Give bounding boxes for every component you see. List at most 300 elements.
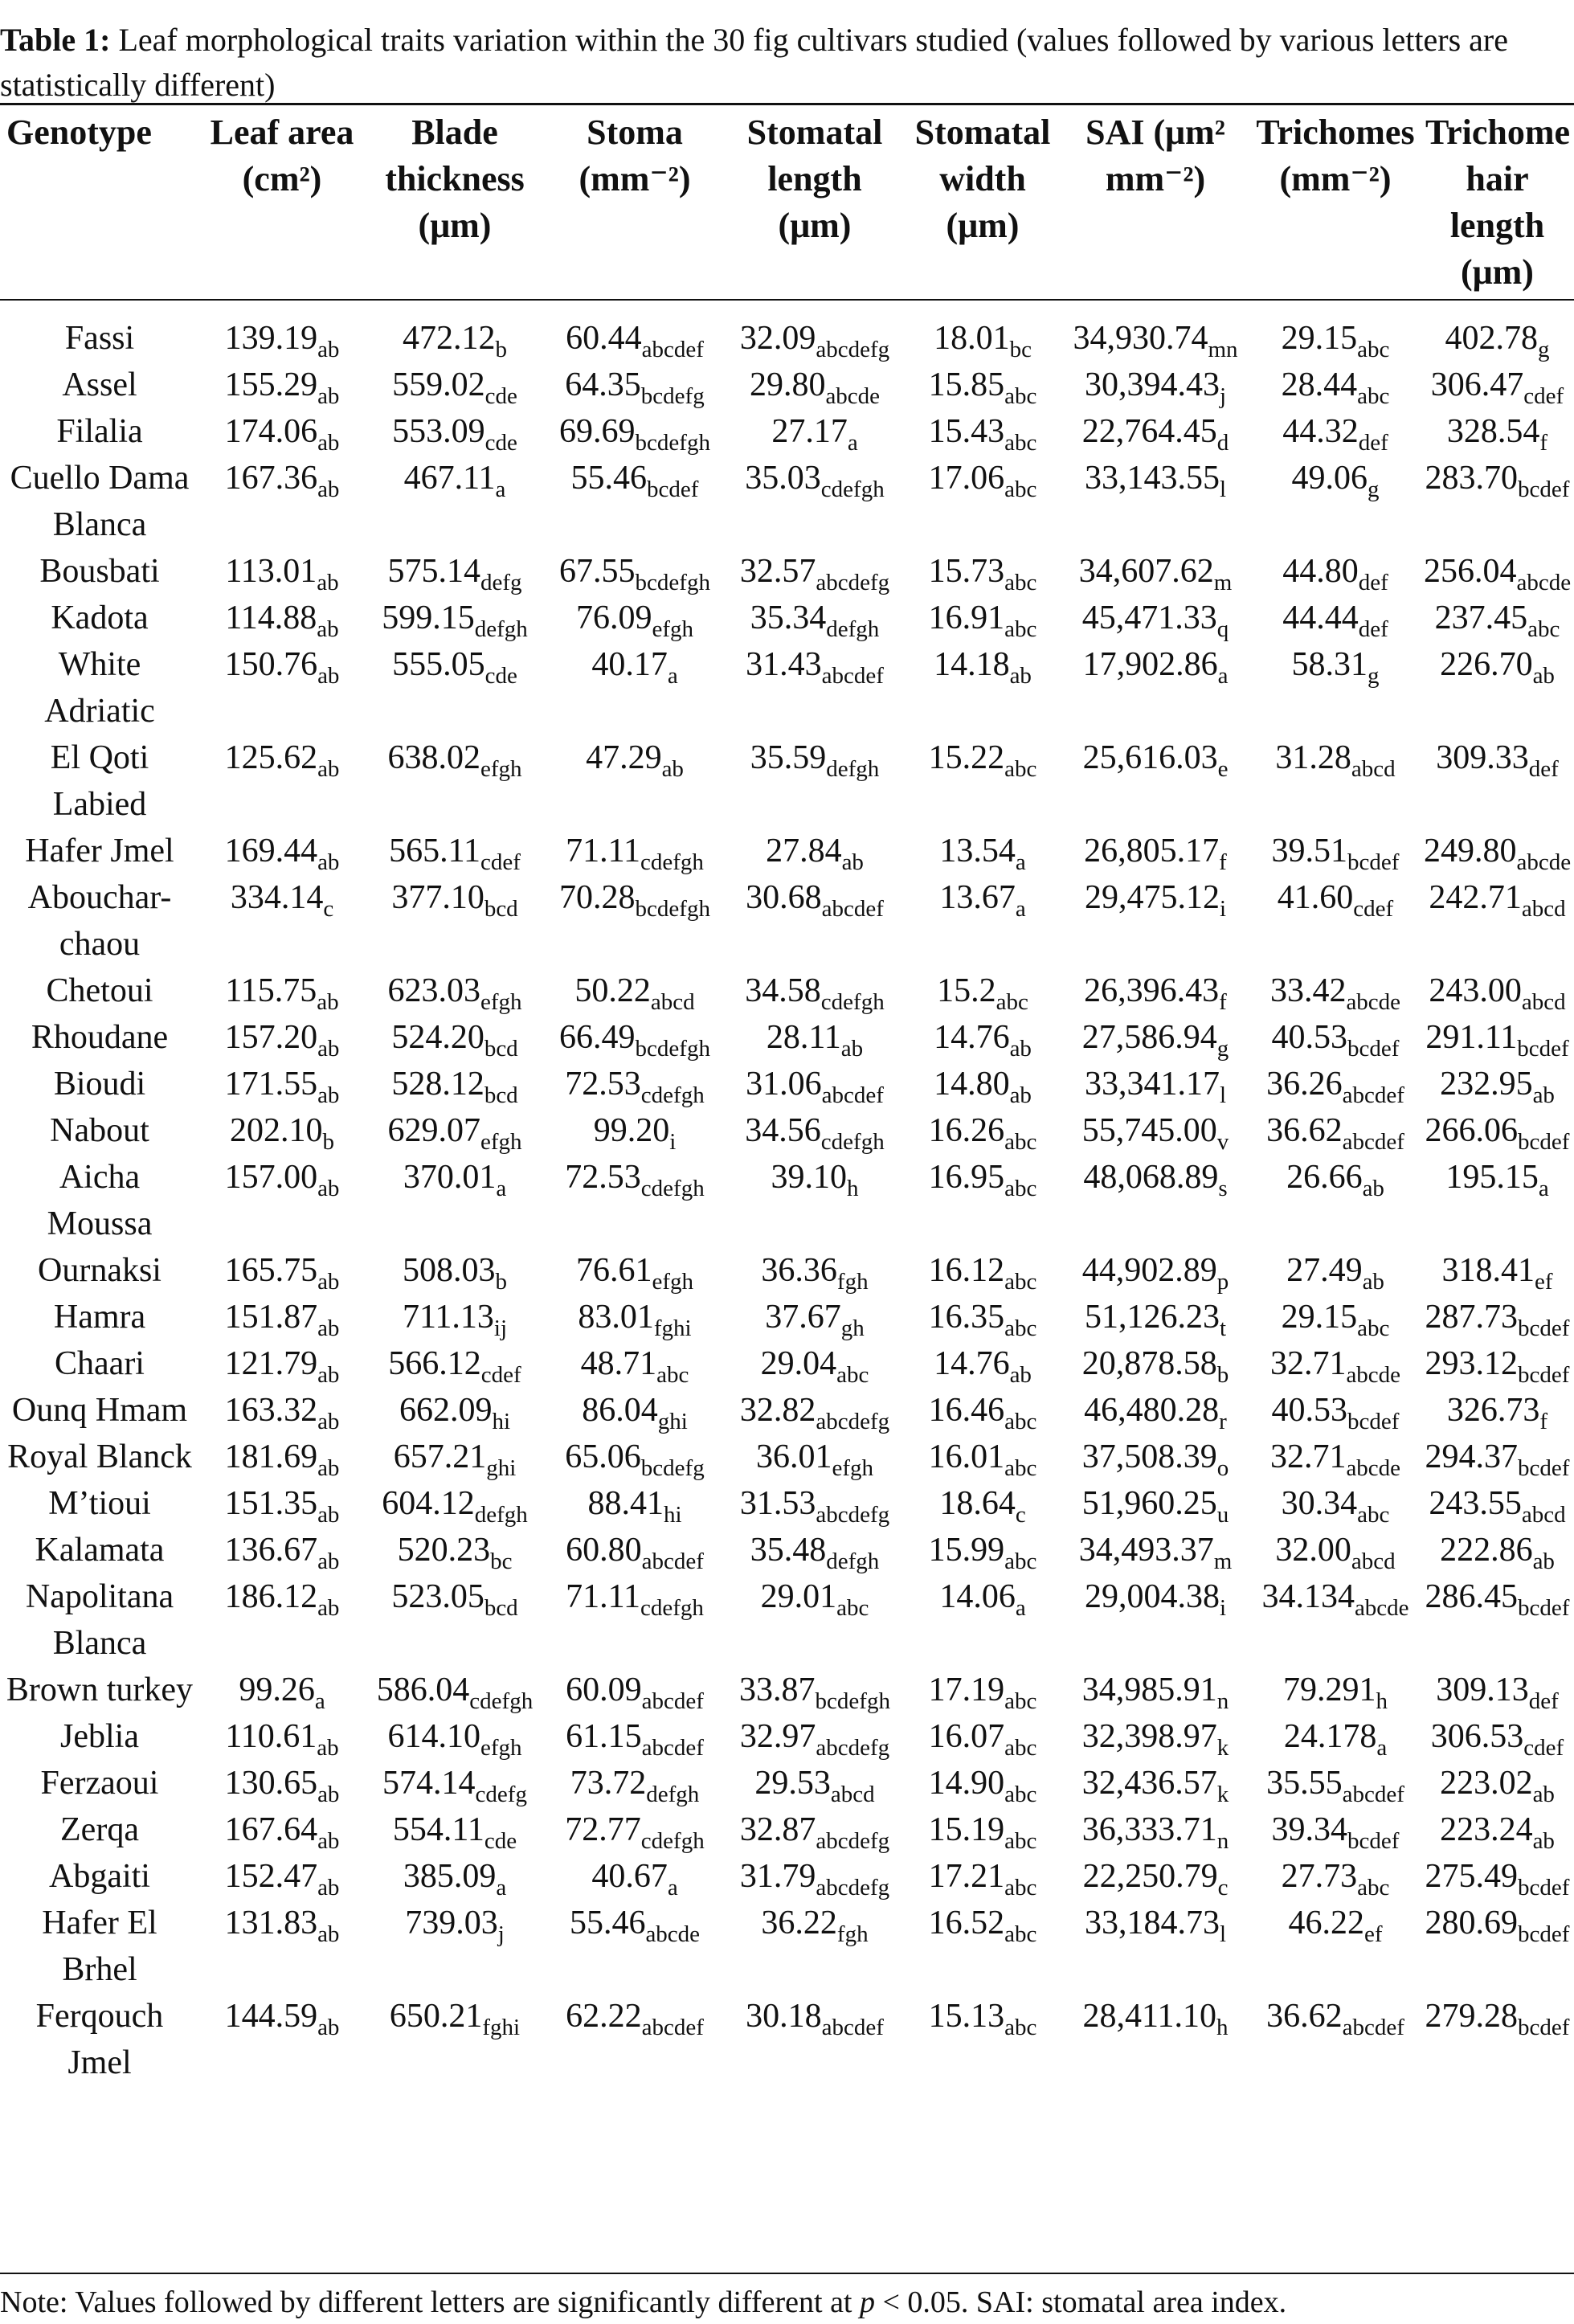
cell-value: Hamra <box>53 1299 146 1336</box>
value-cell <box>1061 1294 1250 1340</box>
significance-letters: b <box>495 1269 507 1295</box>
value-cell <box>545 1247 725 1294</box>
significance-letters: efgh <box>480 1129 522 1155</box>
cell-value: Aicha Moussa <box>47 1159 153 1242</box>
value-cell <box>365 1993 545 2086</box>
value-cell <box>199 828 365 874</box>
significance-letters: abcdef <box>1342 1782 1404 1807</box>
value-cell <box>545 1573 725 1667</box>
value-cell <box>545 1434 725 1480</box>
value-cell <box>545 1014 725 1061</box>
genotype-cell <box>0 1294 199 1340</box>
table-row <box>0 734 1574 828</box>
value-cell <box>1421 1387 1574 1434</box>
cell-value: 31.79 <box>739 1858 816 1895</box>
column-header-3: Stoma (mm⁻²) <box>578 113 691 198</box>
cell-value: 237.45 <box>1434 599 1528 636</box>
column-header-5: Stomatal width (μm) <box>914 113 1051 245</box>
genotype-cell <box>0 734 199 828</box>
cell-value: 69.69 <box>559 413 636 450</box>
value-cell <box>199 299 365 362</box>
cell-value: 243.55 <box>1429 1485 1522 1522</box>
cell-value: 16.26 <box>928 1112 1005 1149</box>
value-cell <box>365 362 545 408</box>
cell-value: 18.01 <box>934 320 1010 357</box>
significance-letters: abc <box>1004 430 1037 456</box>
value-cell <box>365 1154 545 1247</box>
cell-value: Hafer El Brhel <box>42 1905 157 1988</box>
value-cell <box>1250 1340 1421 1387</box>
significance-letters: abcdef <box>821 896 884 922</box>
cell-value: 256.04 <box>1424 553 1517 590</box>
value-cell <box>545 1154 725 1247</box>
significance-letters: cdefgh <box>640 1828 705 1854</box>
table-row <box>0 408 1574 455</box>
significance-letters: abcdefg <box>816 1828 890 1854</box>
cell-value: 32,436.57 <box>1081 1765 1217 1802</box>
cell-value: 222.86 <box>1440 1532 1533 1569</box>
table-row <box>0 1387 1574 1434</box>
value-cell <box>365 1294 545 1340</box>
significance-letters: ef <box>1363 1921 1383 1947</box>
cell-value: 16.95 <box>928 1159 1005 1196</box>
value-cell <box>365 1667 545 1713</box>
value-cell <box>545 455 725 548</box>
table-row <box>0 1340 1574 1387</box>
table-row <box>0 1993 1574 2086</box>
cell-value: 17,902.86 <box>1082 646 1218 683</box>
value-cell <box>1250 1760 1421 1806</box>
genotype-cell <box>0 1247 199 1294</box>
significance-letters: bcdefg <box>640 1455 705 1481</box>
cell-value: 55,745.00 <box>1081 1112 1217 1149</box>
cell-value: 286.45 <box>1425 1578 1519 1615</box>
genotype-cell <box>0 1014 199 1061</box>
table-row <box>0 1480 1574 1527</box>
significance-letters: ab <box>317 570 339 595</box>
cell-value: 62.22 <box>566 1998 642 2035</box>
significance-letters: j <box>497 1921 505 1947</box>
significance-letters: bcdef <box>1518 1315 1570 1341</box>
significance-letters: a <box>1217 663 1229 689</box>
cell-value: 31.06 <box>746 1066 822 1103</box>
cell-value: 232.95 <box>1440 1066 1533 1103</box>
column-header-1: Leaf area (cm²) <box>210 113 354 198</box>
significance-letters: fghi <box>482 2015 521 2040</box>
cell-value: 328.54 <box>1446 413 1540 450</box>
value-cell <box>725 1107 905 1154</box>
significance-letters: abcd <box>1351 756 1396 782</box>
cell-value: 370.01 <box>403 1159 497 1196</box>
cell-value: Rhoudane <box>31 1019 169 1056</box>
value-cell <box>199 1853 365 1900</box>
cell-value: 125.62 <box>224 739 318 776</box>
cell-value: 72.77 <box>565 1811 641 1848</box>
value-cell <box>199 548 365 595</box>
value-cell <box>1061 1434 1250 1480</box>
cell-value: 657.21 <box>393 1438 487 1475</box>
table-row <box>0 1853 1574 1900</box>
significance-letters: a <box>667 1875 678 1901</box>
cell-value: Ounq Hmam <box>11 1392 188 1429</box>
significance-letters: ab <box>1362 1176 1384 1201</box>
value-cell <box>725 1853 905 1900</box>
cell-value: 39.10 <box>771 1159 847 1196</box>
value-cell <box>365 548 545 595</box>
value-cell <box>725 1154 905 1247</box>
cell-value: 586.04 <box>376 1671 470 1708</box>
genotype-cell <box>0 1667 199 1713</box>
significance-letters: t <box>1219 1315 1227 1341</box>
genotype-cell <box>0 299 199 362</box>
significance-letters: bcdefgh <box>815 1688 890 1714</box>
cell-value: 70.28 <box>559 879 636 916</box>
cell-value: 22,250.79 <box>1082 1858 1218 1895</box>
significance-letters: n <box>1216 1828 1229 1854</box>
significance-letters: abcdefg <box>816 1409 890 1434</box>
significance-letters: abc <box>996 989 1028 1015</box>
value-cell <box>365 1014 545 1061</box>
value-cell <box>545 548 725 595</box>
significance-letters: abc <box>1004 1269 1037 1295</box>
cell-value: 29.15 <box>1281 320 1358 357</box>
significance-letters: d <box>1216 430 1229 456</box>
significance-letters: abcd <box>1521 989 1566 1015</box>
cell-value: 334.14 <box>230 879 324 916</box>
value-cell <box>199 968 365 1014</box>
value-cell <box>1250 874 1421 968</box>
table-row <box>0 1247 1574 1294</box>
value-cell <box>905 408 1061 455</box>
cell-value: 32.71 <box>1269 1345 1347 1382</box>
significance-letters: bcd <box>484 1036 518 1062</box>
cell-value: 15.22 <box>928 739 1005 776</box>
cell-value: 165.75 <box>224 1252 318 1289</box>
value-cell <box>725 1900 905 1993</box>
cell-value: 174.06 <box>224 413 318 450</box>
significance-letters: n <box>1216 1688 1229 1714</box>
significance-letters: ab <box>1532 1782 1555 1807</box>
value-cell <box>1061 299 1250 362</box>
value-cell <box>545 408 725 455</box>
value-cell <box>1421 1014 1574 1061</box>
value-cell <box>905 828 1061 874</box>
significance-letters: bcdefgh <box>635 430 710 456</box>
significance-letters: ab <box>1009 663 1032 689</box>
cell-value: 39.34 <box>1271 1811 1348 1848</box>
value-cell <box>545 595 725 641</box>
value-cell <box>725 1061 905 1107</box>
cell-value: 29.01 <box>760 1578 837 1615</box>
value-cell <box>365 828 545 874</box>
value-cell <box>1250 1853 1421 1900</box>
cell-value: 37,508.39 <box>1081 1438 1217 1475</box>
cell-value: 293.12 <box>1425 1345 1519 1382</box>
value-cell <box>1421 1713 1574 1760</box>
cell-value: 44.32 <box>1282 413 1359 450</box>
value-cell <box>1061 1387 1250 1434</box>
cell-value: 16.01 <box>928 1438 1005 1475</box>
cell-value: 26.66 <box>1286 1159 1363 1196</box>
value-cell <box>199 734 365 828</box>
significance-letters: a <box>667 663 678 689</box>
value-cell <box>1061 362 1250 408</box>
table-row <box>0 1527 1574 1573</box>
significance-letters: abc <box>1004 1176 1037 1201</box>
significance-letters: h <box>847 1176 859 1201</box>
significance-letters: u <box>1216 1502 1229 1528</box>
cell-value: 33.87 <box>739 1671 816 1708</box>
significance-letters: abcde <box>1346 1362 1401 1388</box>
cell-value: 326.73 <box>1446 1392 1540 1429</box>
value-cell <box>725 1294 905 1340</box>
significance-letters: bcdef <box>1517 1036 1569 1062</box>
value-cell <box>905 1061 1061 1107</box>
value-cell <box>725 1806 905 1853</box>
value-cell <box>1421 1061 1574 1107</box>
significance-letters: defgh <box>474 1502 528 1528</box>
caption-text: Leaf morphological traits variation within the 30 fig cultivars studied (values followed by various letters are statistically different) <box>0 22 1508 103</box>
value-cell <box>545 1993 725 2086</box>
cell-value: 115.75 <box>225 972 317 1009</box>
value-cell <box>1061 408 1250 455</box>
cell-value: 181.69 <box>224 1438 318 1475</box>
value-cell <box>1421 968 1574 1014</box>
significance-letters: abcdefg <box>816 337 890 362</box>
significance-letters: a <box>1015 896 1026 922</box>
significance-letters: a <box>314 1688 325 1714</box>
cell-value: 34,930.74 <box>1073 320 1208 357</box>
cell-value: 34.56 <box>745 1112 821 1149</box>
cell-value: 287.73 <box>1425 1299 1519 1336</box>
value-cell <box>365 734 545 828</box>
value-cell <box>1250 1107 1421 1154</box>
significance-letters: cde <box>484 430 517 456</box>
value-cell <box>905 734 1061 828</box>
value-cell <box>365 1107 545 1154</box>
significance-letters: p <box>1216 1269 1229 1295</box>
significance-letters: cde <box>484 383 517 409</box>
significance-letters: ab <box>1362 1269 1384 1295</box>
value-cell <box>1250 1247 1421 1294</box>
genotype-cell <box>0 1154 199 1247</box>
traits-table <box>0 104 1574 2086</box>
value-cell <box>365 1573 545 1667</box>
table-row <box>0 641 1574 734</box>
significance-letters: cdefgh <box>469 1688 534 1714</box>
genotype-cell <box>0 1760 199 1806</box>
genotype-cell <box>0 874 199 968</box>
significance-letters: cdefgh <box>640 1082 705 1108</box>
cell-value: 157.20 <box>224 1019 318 1056</box>
cell-value: Kadota <box>51 599 149 636</box>
cell-value: 66.49 <box>559 1019 636 1056</box>
value-cell <box>365 1527 545 1573</box>
table-row <box>0 1806 1574 1853</box>
cell-value: Napolitana Blanca <box>25 1578 174 1662</box>
cell-value: 16.07 <box>928 1718 1005 1755</box>
significance-letters: ab <box>317 2015 340 2040</box>
cell-value: 28.11 <box>766 1019 841 1056</box>
cell-value: 35.48 <box>750 1532 827 1569</box>
significance-letters: j <box>1219 383 1227 409</box>
table-row <box>0 1014 1574 1061</box>
cell-value: 28,411.10 <box>1082 1998 1216 2035</box>
value-cell <box>545 1527 725 1573</box>
significance-letters: ab <box>317 477 340 502</box>
significance-letters: abc <box>1004 1782 1037 1807</box>
significance-letters: bcdef <box>1518 1595 1570 1621</box>
significance-letters: abcdef <box>1342 1129 1404 1155</box>
cell-value: 32.82 <box>739 1392 816 1429</box>
value-cell <box>725 455 905 548</box>
cell-value: 36.22 <box>761 1905 837 1941</box>
significance-letters: def <box>1358 616 1388 642</box>
significance-letters: bcdef <box>1518 1875 1570 1901</box>
value-cell <box>545 299 725 362</box>
value-cell <box>1421 595 1574 641</box>
cell-value: 36.62 <box>1266 1112 1343 1149</box>
value-cell <box>1061 1993 1250 2086</box>
value-cell <box>1250 1806 1421 1853</box>
cell-value: 37.67 <box>765 1299 841 1336</box>
cell-value: 44.44 <box>1282 599 1359 636</box>
significance-letters: ab <box>317 1921 340 1947</box>
value-cell <box>1421 1434 1574 1480</box>
significance-letters: abcdef <box>1342 2015 1404 2040</box>
significance-letters: h <box>1376 1688 1388 1714</box>
significance-letters: defgh <box>474 616 528 642</box>
cell-value: 131.83 <box>224 1905 318 1941</box>
value-cell <box>905 1900 1061 1993</box>
value-cell <box>1061 1340 1250 1387</box>
significance-letters: bcd <box>484 1595 518 1621</box>
cell-value: 33,184.73 <box>1084 1905 1220 1941</box>
note-suffix: < 0.05. SAI: stomatal area index. <box>875 2285 1287 2319</box>
cell-value: 614.10 <box>387 1718 480 1755</box>
cell-value: Cuello Dama Blanca <box>10 460 190 543</box>
note-p: p <box>860 2285 875 2319</box>
value-cell <box>1250 1900 1421 1993</box>
significance-letters: abcdef <box>821 2015 884 2040</box>
value-cell <box>905 1713 1061 1760</box>
cell-value: Ournaksi <box>38 1252 161 1289</box>
value-cell <box>1421 1247 1574 1294</box>
value-cell <box>905 1247 1061 1294</box>
significance-letters: abcd <box>830 1782 875 1807</box>
value-cell <box>905 1340 1061 1387</box>
cell-value: 283.70 <box>1425 460 1519 497</box>
cell-value: 144.59 <box>224 1998 318 2035</box>
cell-value: 16.46 <box>928 1392 1005 1429</box>
significance-letters: g <box>1216 1036 1229 1062</box>
value-cell <box>199 595 365 641</box>
value-cell <box>199 1760 365 1806</box>
significance-letters: o <box>1216 1455 1229 1481</box>
significance-letters: abcdef <box>641 1688 704 1714</box>
significance-letters: ab <box>317 430 340 456</box>
significance-letters: hi <box>663 1502 682 1528</box>
value-cell <box>199 641 365 734</box>
cell-value: 15.85 <box>928 366 1005 403</box>
value-cell <box>1250 455 1421 548</box>
cell-value: 33.42 <box>1269 972 1347 1009</box>
cell-value: 83.01 <box>578 1299 654 1336</box>
cell-value: 524.20 <box>391 1019 484 1056</box>
cell-value: 15.2 <box>937 972 996 1009</box>
value-cell <box>1250 1573 1421 1667</box>
significance-letters: def <box>1528 1688 1559 1714</box>
significance-letters: m <box>1213 1549 1233 1574</box>
note-prefix: Note: Values followed by different letters are significantly different at <box>0 2285 860 2319</box>
value-cell <box>199 362 365 408</box>
significance-letters: a <box>847 430 858 456</box>
significance-letters: defgh <box>826 616 880 642</box>
value-cell <box>199 1573 365 1667</box>
significance-letters: ab <box>317 383 340 409</box>
cell-value: 31.53 <box>739 1485 816 1522</box>
value-cell <box>1250 968 1421 1014</box>
cell-value: 27.84 <box>766 833 842 869</box>
significance-letters: bcdef <box>1518 1362 1570 1388</box>
value-cell <box>905 1760 1061 1806</box>
cell-value: 739.03 <box>405 1905 498 1941</box>
table-row <box>0 1667 1574 1713</box>
genotype-cell <box>0 1806 199 1853</box>
value-cell <box>905 548 1061 595</box>
significance-letters: abc <box>1004 1315 1037 1341</box>
significance-letters: abcde <box>1354 1595 1409 1621</box>
significance-letters: fgh <box>836 1269 869 1295</box>
value-cell <box>905 1527 1061 1573</box>
significance-letters: abc <box>1004 1409 1037 1434</box>
cell-value: 14.76 <box>934 1019 1010 1056</box>
significance-letters: abcd <box>1351 1549 1396 1574</box>
value-cell <box>905 1573 1061 1667</box>
cell-value: 377.10 <box>391 879 484 916</box>
value-cell <box>545 734 725 828</box>
cell-value: 30,394.43 <box>1084 366 1220 403</box>
value-cell <box>725 968 905 1014</box>
cell-value: 309.33 <box>1436 739 1529 776</box>
value-cell <box>1061 1667 1250 1713</box>
value-cell <box>365 968 545 1014</box>
cell-value: 71.11 <box>566 833 641 869</box>
genotype-cell <box>0 828 199 874</box>
value-cell <box>905 455 1061 548</box>
value-cell <box>1421 828 1574 874</box>
value-cell <box>1061 595 1250 641</box>
cell-value: 14.18 <box>934 646 1010 683</box>
significance-letters: bcdef <box>1518 2015 1570 2040</box>
significance-letters: h <box>1216 2015 1229 2040</box>
value-cell <box>365 1806 545 1853</box>
significance-letters: ab <box>1532 663 1555 689</box>
cell-value: 58.31 <box>1291 646 1368 683</box>
cell-value: 49.06 <box>1291 460 1368 497</box>
value-cell <box>365 1434 545 1480</box>
cell-value: 29.04 <box>760 1345 837 1382</box>
significance-letters: k <box>1216 1735 1229 1761</box>
significance-letters: abcde <box>645 1921 701 1947</box>
significance-letters: m <box>1213 570 1233 595</box>
value-cell <box>199 1387 365 1434</box>
value-cell <box>1421 1900 1574 1993</box>
value-cell <box>905 641 1061 734</box>
value-cell <box>545 874 725 968</box>
value-cell <box>1421 734 1574 828</box>
value-cell <box>545 1713 725 1760</box>
